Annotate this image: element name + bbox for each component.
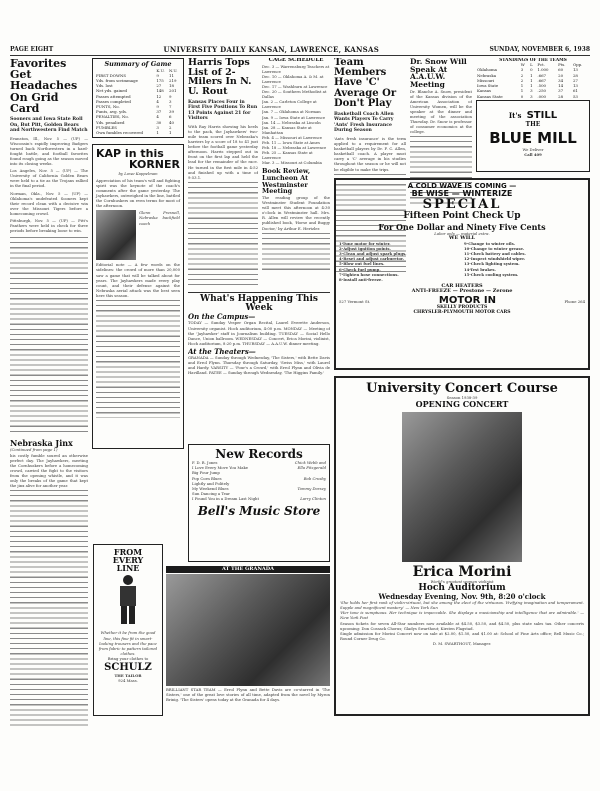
concert-desc: World's greatest woman violinist [430,578,494,584]
winterize-labor: Labor only — material extra. [434,230,490,236]
article-harris: With Ray Harris showing his heels to the pack, the Jayhawkers' two-mile team scored over Nebraska's harriers by a score of 18 to 41 just before the football game yesterday afternoon. Harris stepped out in front on the first lap and held the lead for the remainder of the race. He turned in the first mile in 4:52 and finished up with a time of 9:53.1. [188,123,258,180]
headline-book-review: Book Review, Luncheon At Westminster Meeting [262,167,311,196]
records-title: New Records [215,447,303,461]
winterize-dealer1: SKELLY PRODUCTS [436,305,488,311]
record-title: Pop Corn Blues [192,475,222,481]
winterize-item: 15-Check cooling system. [464,271,519,277]
table-row: Kansas 1 3 .250 37 61 [477,88,578,94]
winterize-antifreeze: ANTI-FREEZE — Prestone — Zerone [411,287,513,294]
ad-address: 924 Mass. [118,678,138,684]
granada-label: AT THE GRANADA [166,566,330,573]
article-snow: Dr. Blanche A. Snow, president of the Kansas division of the American Association of University Women, will be the speaker at the dinner and meeting of the association Thursday. Dr. Snow is professor of consumer economics at the college. [410,88,472,135]
cage-game: Dec. 3 — Warrensburg Teachers at Lawrence [262,63,330,74]
photo-morini [402,412,522,562]
campus-events: TODAY — Sunday Vesper Organ Recital, Laurel Everette Anderson, University organist. Hoch auditorium, 4:00 p.m. MONDAY — Meeting of the 'Jayhawker' staff in Journalism building. TUESDAY — Social Hello Dance, Union ballroom. WEDNESDAY — Concert, Erica Morini, violinist, Hoch auditorium, 8:20 p.m. THURSDAY — A.A.U.W. dinner meeting. [188,320,330,346]
article-filler [188,180,258,288]
record-title: I Found You in a Dream Last Night [192,495,259,501]
record-title: Sun Dancing a Tear [192,490,230,496]
kap-title-korner: KORNER [128,158,180,172]
record-title: Big Four Jump [192,470,220,476]
page-number: PAGE EIGHT [10,46,54,53]
winterize-item: 6-Check fuel pump. [339,266,381,272]
campus-label: On the Campus— [188,312,256,322]
winterize-item: 14-Test brakes. [464,266,496,272]
headline-harris: Harris Tops List of 2-Milers In N. U. Rout [188,58,252,98]
article-filler [10,488,88,728]
winterize-list-left [339,241,460,282]
bluemill-its: It's [508,111,522,120]
cage-game: Jan. 9 — Iowa State at Lawrence [262,114,326,120]
concert-venue: Hoch Auditorium [418,582,506,593]
concert-quote1: 'She holds her first rank of violin-virtuosi, but she among the elect of the virtuosos. Vivifying imagination and temperament. Supple and magnificent mastery.' — New York Sun [340,600,584,611]
ad-winterize [334,178,590,370]
article-filler [10,235,88,435]
column-summary [92,58,184,540]
winterize-price: For One Dollar and Ninety Five Cents [378,221,546,232]
ad-copy: Whether it be from the good line, this fine fit in smart-looking trousers and the pace from fabric to pattern tailored clothes. [98,630,158,656]
winterize-item: 1-Tune motor for winter. [339,241,391,247]
kap-body: Editorial note — A few words on the sidelines: the crowd of more than 20,000 saw a game that will be talked about for years. The Jayhawkers made every play count, and their defense against the Nebraska aerial attack was the best seen here this season. [96,262,180,298]
kap-lead: Appreciation of his team's will and fighting spirit was the keynote of the coach's comments after the game yesterday. The Jayhawkers, outweighed in the line, battled the Cornhuskers on even terms for most of the afternoon. [96,177,180,209]
masthead [10,44,590,56]
standings-box [476,58,590,98]
bluemill-still: STILL [526,110,558,121]
table-row: Passes completed 4 3 [96,98,172,104]
table-row: Nebraska 2 1 .667 20 28 [477,72,578,78]
winterize-address: 527 Vermont St. [339,298,371,304]
winterize-firm: MOTOR IN [438,294,496,306]
winterize-offer: Fifteen Point Check Up [403,210,521,221]
concert-artist: Erica Morini [412,563,512,580]
record-artist: Larry Clinton [300,495,326,501]
article-filler [262,231,330,271]
winterize-item: 8-Install anti-freeze. [339,276,383,282]
headline-nebraska-jinx: Nebraska Jinx [10,438,73,449]
headline-happening: What's Happening This Week [200,294,318,314]
cage-schedule-list [262,64,330,166]
winterize-item: 9-Change to winter oils. [464,241,516,247]
record-artist: Bob Crosby [303,475,326,481]
theater-label: At the Theaters— [188,346,256,356]
table-row: FUMBLES 3 2 [96,124,172,130]
table-row: Net yds. gained 148 201 [96,88,177,94]
winterize-item: 11-Check battery and cables. [464,251,526,257]
winterize-phone: Phone 264 [564,298,585,304]
article-filler [96,298,180,418]
table-row: Iowa State 1 1 .500 14 13 [477,83,578,89]
cage-game: Feb. 11 — Iowa State at Ames [262,140,320,146]
table-row: Yds. from scrimmage 175 219 [96,78,177,84]
record-title: Lightly and Politely [192,480,230,486]
column-favorites [10,58,88,782]
cage-game: Jan. 2 — Carleton College at Lawrence [262,99,317,110]
winterize-item: 3-Clean and adjust spark plugs. [339,251,407,257]
whats-happening [188,292,330,442]
table-row: PENALTIES, No. 4 6 [96,114,172,120]
standings-table: W L Pct. Pts. Opp. Oklahoma 3 0 1.000 60 13 Nebraska 2 1 .667 20 28 Missouri 2 1 .667 34 27 Iowa State 1 1 .500 14 13 Kansas 1 3 .250 37 61 Kansas State 0 3 .000 28 53 [476,62,590,98]
table-row: Punts, avg. yds. 37 39 [96,109,174,115]
article-team: 'Ants fresh insurance' is the term applied to a requirement for all basketball players by Dr. F. C. Allen, basketball coach. A player must carry a 'C' average in his studies throughout the season or he will not be eligible to make the trips. [334,135,406,172]
record-artist: Tommy Dorsey [297,485,326,491]
cage-game: Mar. 3 — Missouri at Columbia [262,160,322,166]
bluemill-deliver: We Deliver [522,147,544,153]
winterize-item: 12-Inspect windshield wiper. [464,256,526,262]
winterize-list-right [464,241,585,282]
table-row: Yds. lost 27 18 [96,83,174,89]
standings-title: STANDINGS OF THE TEAMS [499,58,567,62]
records-store: Bell's Music Store [197,503,321,518]
jinx-continued: (Continued from page 1) [10,447,58,453]
subhead-favorites: Sooners and Iowa State Roll On, But Pitt, Golden Bears and Northwestern Find Match [10,117,88,134]
winterize-item: 13-Check lighting system. [464,261,520,267]
ad-schulz-tailor [93,544,163,716]
cage-game: Feb. 18 — Nebraska at Lawrence [262,145,327,151]
record-title: F. D. R. Jones [192,460,218,466]
ad-every: EVERY [112,555,144,566]
record-row [192,496,326,501]
ad-trade: THE TAILOR [114,673,142,679]
concert-single: Single admission for Morini Concert now on sale at $2.00, $1.50, and $1.00 at: School of Fine Arts office; Bell Music Co.; Round Corner Drug Co. [340,630,584,641]
table-row: Missouri 2 1 .667 34 27 [477,77,578,83]
winterize-item: 7-Tighten hose connections. [339,271,399,277]
concert-opening: OPENING CONCERT [415,399,509,410]
ad-new-records [188,444,330,562]
concert-tickets: Season tickets for seven All-Star numbers now available at $4.50, $3.50, and $4.50, plus state sales tax. Other concerts upcoming: Don Cossack Chorus; Gladys Swarthout; Kirsten Flagstad. [340,620,584,631]
headline-snow: Dr. Snow Will Speak At A.A.U.W. Meeting [410,58,467,89]
newspaper-title: UNIVERSITY DAILY KANSAN, LAWRENCE, KANSAS [163,45,380,54]
records-list [192,460,326,501]
bluemill-phone: Call 409 [524,152,542,158]
table-row: Own fumbles recovered 1 1 [96,130,172,136]
ad-from: FROM [113,547,143,557]
bluemill-the: THE [525,121,541,128]
photo-coach [96,210,136,260]
winterize-item: 4-Reset and adjust carburetor. [339,256,404,262]
cage-game: Dec. 10 — Oklahoma A. & M. at Lawrence [262,73,324,84]
article-favorites: Evanston, Ill., Nov. 5 — (UP) — Wisconsin's rapidly improving Badgers turned back Northwestern in a hard-fought battle, and football favorites found rough going as the season moved into its closing weeks. Los Angeles, Nov. 5 — (UP) — The University of California Golden Bears were held to a tie as the Trojans rallied in the final period. Norman, Okla., Nov. 5 — (UP) — Oklahoma's undefeated Sooners kept their record clean with a decisive win over the Missouri Tigers before a homecoming crowd. Pittsburgh, Nov. 5 — (UP) — Pitt's Panthers were held in check for three periods before breaking loose to win. [10,135,88,234]
column-cage [262,58,330,288]
issue-date: SUNDAY, NOVEMBER 6, 1938 [489,46,590,53]
kap-column [92,144,184,449]
ad-line: LINE [116,563,140,574]
cage-game: Jan. 28 — Kansas State at Manhattan [262,124,312,135]
kap-byline: by Lowe Kappelman [118,170,158,176]
subhead-team: Basketball Coach Allen Wants Players To Carry 'Ants' Fresh Insurance During Season [334,111,394,134]
winterize-subtitle: BE WISE — WINTERIZE [411,189,513,199]
article-jinx: his costly fumble soured an otherwise perfect day. The Jayhawkers, meeting the Cornhuskers before a homecoming crowd, carried the fight to the visitors from the opening whistle, and it was only the breaks of the game that kept the jinx alive for another year. [10,452,88,489]
man-illustration-icon [108,572,148,626]
winterize-item: 10-Change to winter grease. [464,246,525,252]
table-row: Kansas State 0 3 .000 28 53 [477,93,578,98]
summary-table: K.U. N.U. FIRST DOWNS 9 11 Yds. from scrimmage 175 219 Yds. lost 27 18 Net yds. gained 148 201 Passes attempted 12 9 Passes completed 4 3 PUNTS, No. 9 7 Punts, avg. yds. 37 39 PENALTIES, No. 4 6 Yds. penalized 30 40 FUMBLES 3 2 Own fumbles recovered 1 1 [95,68,181,136]
cage-title: CAGE SCHEDULE [268,58,324,63]
subhead-harris: Kansas Places Four in First Five Positions To Run 13 Points Against 21 for Visitors [188,99,258,122]
winterize-heaters: CAR HEATERS [441,282,483,289]
headline-team: Team Members Have 'C' Average Or Don't Play [334,58,397,109]
record-title: My Weekend Blues [192,485,229,491]
photo-caption: Glenn Presnell, Nebraska backfield coach [139,210,180,226]
winterize-dealer2: CHRYSLER-PLYMOUTH MOTOR CARS [413,309,511,315]
ad-concert [334,376,590,716]
cage-game: Jan. 7 — Oklahoma at Norman [262,109,321,115]
table-row: Passes attempted 12 9 [96,93,172,99]
ad-cta: Bring your clothes to [107,655,149,661]
headline-favorites: Favorites Get Headaches On Grid Card [10,58,78,115]
ad-name: SCHULZ [104,662,152,674]
cage-game: Dec. 17 — Washburn at Lawrence [262,83,328,89]
summary-title: Summary of Game [104,60,172,68]
concert-when: Wednesday Evening, Nov. 9th, 8:20 o'clock [378,592,546,602]
granada-caption: BRILLIANT STAR TEAM — Errol Flynn and Bette Davis are co-starred in 'The Sisters,' one of the great love stories of all time, adapted from the novel by Myron Brinig. 'The Sisters' opens today at the Granada for 4 days. [166,687,330,703]
winterize-item: 2-Adjust ignition points. [339,246,391,252]
winterize-item: 5-Blow out fuel lines. [339,261,385,267]
bluemill-mill: MILL [537,129,577,148]
photo-granada [166,574,330,686]
theater-events: GRANADA — Sunday through Wednesday, 'The Sisters,' with Bette Davis and Errol Flynn. Thursday through Saturday, 'Swiss Miss,' with Laurel and Hardy. VARSITY — 'Four's a Crowd,' with Errol Flynn and Olivia de Havilland. PATEE — Sunday through Wednesday, 'The Higgins Family.' [188,355,330,376]
table-row: PUNTS, No. 9 7 [96,104,172,110]
record-artist: Ella Fitzgerald [297,465,326,471]
ad-blue-mill [476,100,590,172]
table-row: Oklahoma 3 0 1.000 60 13 [477,67,578,73]
concert-quote2: 'Her tone is sumptuous. Her technique is impeccable. She displays a musicianship and intelligence that are admirable.' — New York Post [340,610,584,621]
record-artist: Chick Webb and [294,460,326,466]
article-book: The reading group of the Westminster Student Foundation will meet this afternoon at 4:30 o'clock in Westminster hall. Mrs. R. Allen will review the recently published book, 'Horse and Buggy Doctor,' by Arthur E. Hertzler. [262,194,330,231]
kap-title: KAP in this [96,147,164,161]
cage-game: Feb. 25 — Kansas State at Lawrence [262,150,313,161]
concert-manager: D. M. SWARTHOUT, Manager. [432,640,492,646]
granada-section [166,566,330,716]
winterize-will: WE WILL [448,234,476,241]
concert-title: University Concert Course [366,381,558,396]
cage-game: Jan. 14 — Nebraska at Lincoln [262,119,321,125]
cage-game: Dec. 20 — Southern Methodist at Dallas [262,89,327,100]
table-row: Yds. penalized 30 40 [96,119,174,125]
bluemill-blue: BLUE [489,129,533,148]
concert-season: Season 1938-39 [446,395,478,401]
winterize-title: A COLD WAVE IS COMING — [407,182,517,190]
record-title: I Love Every Move You Make [192,465,249,471]
column-harris [188,58,258,288]
game-summary-box [92,58,184,138]
table-row: FIRST DOWNS 9 11 [96,72,174,78]
cage-game: Feb. 4 — Missouri at Lawrence [262,134,323,140]
winterize-special: SPECIAL [422,197,502,213]
